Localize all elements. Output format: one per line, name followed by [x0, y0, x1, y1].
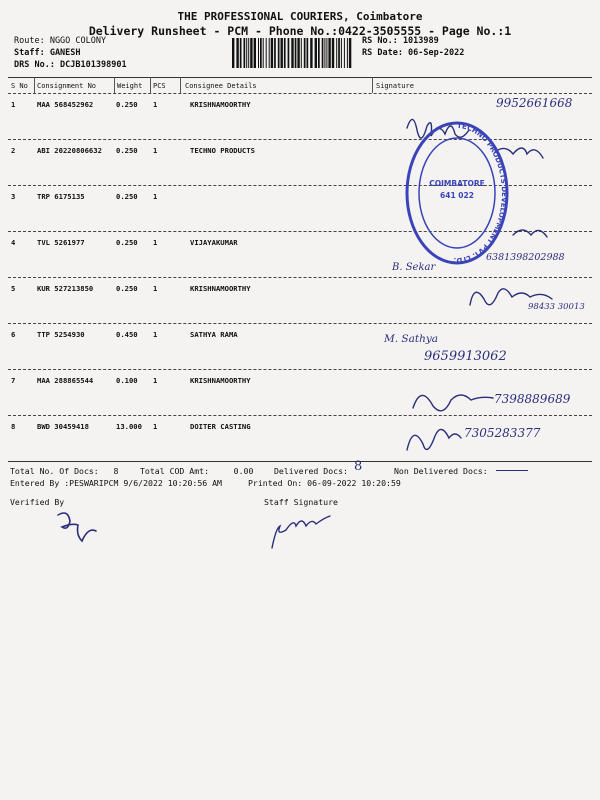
barcode-bar [332, 38, 334, 68]
barcode-bar [301, 38, 302, 68]
cell-consignee: VIJAYAKUMAR [190, 238, 238, 247]
barcode-bar [258, 38, 259, 68]
cell-weight: 0.100 [116, 376, 138, 385]
cell-consignee: DOITER CASTING [190, 422, 251, 431]
handwritten-phone-1: 9952661668 [496, 96, 573, 110]
barcode-bar [274, 38, 276, 68]
barcode-bar [284, 38, 286, 68]
barcode-bar [315, 38, 317, 68]
barcode-bar [310, 38, 312, 68]
delivered-docs-label: Delivered Docs: [274, 466, 348, 476]
handwritten-phone-5b: 98433 30013 [528, 302, 585, 312]
cell-sno: 5 [11, 284, 16, 293]
cell-pcs: 1 [153, 422, 158, 431]
drs-number: DRS No.: DCJB101398901 [14, 60, 127, 70]
barcode-bar [349, 38, 351, 68]
cell-consignment: MAA 568452962 [37, 100, 94, 109]
barcode-bar [304, 38, 306, 68]
cell-sno: 8 [11, 422, 16, 431]
barcode-bar [271, 38, 273, 68]
col-signature: Signature [376, 82, 414, 90]
cell-sno: 2 [11, 146, 16, 155]
barcode-bar [232, 38, 234, 68]
cell-consignment: ABI 20220806632 [37, 146, 102, 155]
cell-consignee: KRISHNAMOORTHY [190, 100, 251, 109]
cell-pcs: 1 [153, 330, 158, 339]
barcode-bar [341, 38, 342, 68]
cell-sno: 6 [11, 330, 16, 339]
cell-pcs: 1 [153, 376, 158, 385]
company-title: THE PROFESSIONAL COURIERS, Coimbatore [177, 10, 423, 23]
entered-by: Entered By :PESWARIPCM 9/6/2022 10:20:56 AM [10, 478, 222, 488]
barcode-bar [338, 38, 340, 68]
cell-weight: 0.250 [116, 284, 138, 293]
rs-number: RS No.: 1013989 [362, 36, 439, 46]
cell-pcs: 1 [153, 238, 158, 247]
cell-sno: 4 [11, 238, 16, 247]
barcode-bar [263, 38, 264, 68]
rs-date: RS Date: 06-Sep-2022 [362, 48, 465, 58]
handwritten-phone-5: 6381398202988 [486, 252, 565, 263]
barcode-bar [240, 38, 242, 68]
cell-weight: 0.250 [116, 146, 138, 155]
barcode-bar [318, 38, 320, 68]
barcode-bar [236, 38, 238, 68]
barcode-bar [295, 38, 297, 68]
cell-consignment: KUR 527213850 [37, 284, 94, 293]
handwritten-sig-6: M. Sathya [384, 333, 439, 345]
cell-consignee: KRISHNAMOORTHY [190, 376, 251, 385]
cell-consignment: MAA 288865544 [37, 376, 94, 385]
barcode-bar [269, 38, 270, 68]
barcode-bar [336, 38, 337, 68]
cell-pcs: 1 [153, 100, 158, 109]
cell-weight: 0.250 [116, 238, 138, 247]
svg-text:641 022: 641 022 [440, 191, 474, 200]
cell-weight: 0.250 [116, 192, 138, 201]
barcode-bar [254, 38, 256, 68]
cell-consignee: SATHYA RAMA [190, 330, 238, 339]
runsheet-title: Delivery Runsheet - PCM - Phone No.:0422-3505555 - Page No.:1 [88, 24, 512, 38]
barcode-bar [288, 38, 290, 68]
staff-label: Staff: GANESH [14, 48, 81, 58]
svg-text:TECHNO PRODUCTS DEVELOPMENT PV: TECHNO PRODUCTS DEVELOPMENT PVT. LTD. [453, 121, 508, 265]
cell-consignment: BWD 30459418 [37, 422, 89, 431]
non-delivered-dash [496, 470, 528, 471]
cell-pcs: 1 [153, 284, 158, 293]
verified-by-label: Verified By [10, 497, 65, 507]
cell-consignee: KRISHNAMOORTHY [190, 284, 251, 293]
handwritten-phone-7: 7398889689 [494, 392, 571, 406]
handwritten-phone-6: 9659913062 [424, 349, 507, 364]
barcode-bar [324, 38, 325, 68]
printed-on: Printed On: 06-09-2022 10:20:59 [248, 478, 401, 488]
svg-text:COIMBATORE: COIMBATORE [429, 179, 485, 188]
barcode-bar [344, 38, 345, 68]
barcode-bar [297, 38, 299, 68]
barcode-bar [248, 38, 249, 68]
barcode-bar [278, 38, 280, 68]
barcode-bar [347, 38, 348, 68]
barcode-bar [250, 38, 252, 68]
barcode-bar [260, 38, 262, 68]
handwritten-phone-8: 7305283377 [464, 426, 541, 440]
barcode-bar [328, 38, 330, 68]
cell-consignee: TECHNO PRODUCTS [190, 146, 255, 155]
cell-weight: 0.250 [116, 100, 138, 109]
staff-signature-scribble [264, 506, 344, 552]
cell-weight: 0.450 [116, 330, 138, 339]
cell-pcs: 1 [153, 146, 158, 155]
total-docs: Total No. Of Docs: 8 [10, 466, 119, 476]
col-pcs: PCS [153, 82, 166, 90]
barcode-bar [326, 38, 327, 68]
handwritten-sig-5: B. Sekar [392, 262, 436, 273]
total-cod: Total COD Amt: 0.00 [140, 466, 254, 476]
cell-sno: 7 [11, 376, 16, 385]
barcode [232, 38, 352, 68]
col-consignment: Consignment No [37, 82, 97, 90]
barcode-bar [244, 38, 246, 68]
company-seal [402, 118, 512, 268]
verified-signature [52, 505, 102, 545]
barcode-bar [266, 38, 267, 68]
col-sno: S No [11, 82, 28, 90]
barcode-bar [291, 38, 293, 68]
cell-pcs: 1 [153, 192, 158, 201]
cell-weight: 13.000 [116, 422, 142, 431]
barcode-bar [281, 38, 283, 68]
cell-sno: 1 [11, 100, 16, 109]
non-delivered-label: Non Delivered Docs: [394, 466, 488, 476]
col-consignee: Consignee Details [185, 82, 257, 90]
staff-signature-label: Staff Signature [264, 497, 338, 507]
cell-consignment: TVL 5261977 [37, 238, 85, 247]
delivered-docs-count: 8 [354, 459, 363, 474]
barcode-bar [322, 38, 324, 68]
route-label: Route: NGGO COLONY [14, 36, 107, 46]
barcode-bar [246, 38, 247, 68]
cell-consignment: TRP 6175135 [37, 192, 85, 201]
cell-consignment: TTP 5254930 [37, 330, 85, 339]
barcode-bar [307, 38, 309, 68]
cell-sno: 3 [11, 192, 16, 201]
col-weight: Weight [117, 82, 143, 90]
